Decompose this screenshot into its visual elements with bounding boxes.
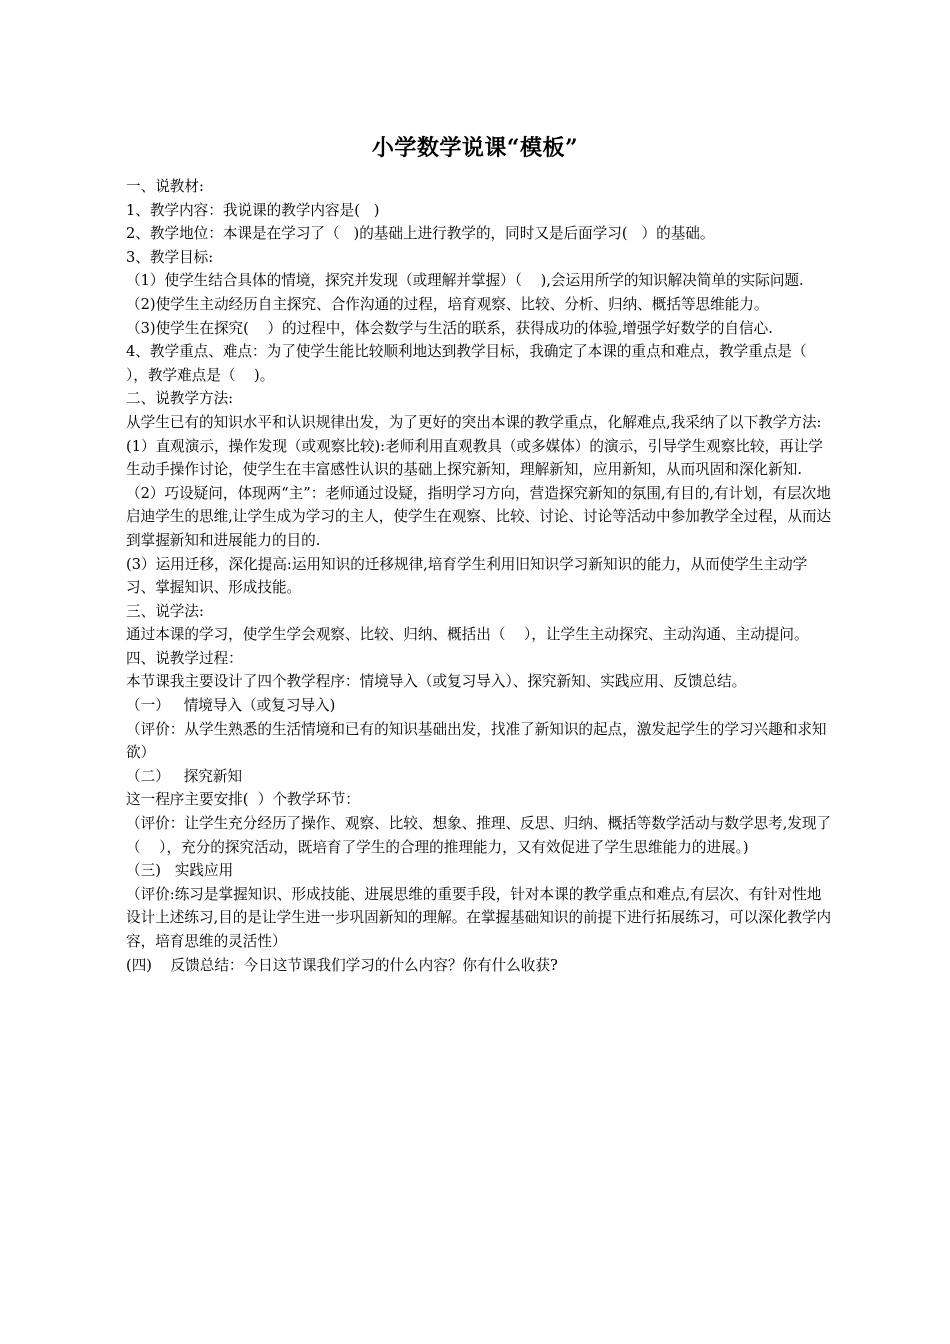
document-title: 小学数学说课“模板” xyxy=(371,135,579,161)
section-heading: 三、说学法: xyxy=(126,602,204,620)
paragraph: 1、教学内容：我说课的教学内容是( ) xyxy=(126,201,380,219)
subsection-heading: (四) 反馈总结：今日这节课我们学习的什么内容？你有什么收获? xyxy=(126,956,558,974)
paragraph: 2、教学地位：本课是在学习了（ )的基础上进行教学的，同时又是后面学习( ）的基础。 xyxy=(126,225,715,243)
paragraph: 从学生已有的知识水平和认识规律出发，为了更好的突出本课的教学重点，化解难点,我采纳了以下教学方法: xyxy=(126,413,822,431)
paragraph: 3、教学目标: xyxy=(126,248,214,266)
paragraph: （2）巧设疑问，体现两“主”：老师通过设疑，指明学习方向，营造探究新知的氛围,有目的,有计划，有层次地启迪学生的思维,让学生成为学习的主人，使学生在观察、比较、讨论、讨论等活动中参加教学全过程，从而达到掌握新知和进展能力的目的. xyxy=(126,484,832,549)
section-heading: 一、说教材: xyxy=(126,178,204,195)
paragraph: （3)使学生在探究( ）的过程中，体会数学与生活的联系，获得成功的体验,增强学好数学的自信心. xyxy=(126,319,773,337)
paragraph: （评价：从学生熟悉的生活情境和已有的知识基础出发，找准了新知识的起点，激发起学生的学习兴趣和求知欲） xyxy=(126,720,827,762)
section-heading: 二、说教学方法: xyxy=(126,390,234,408)
subsection-heading: （二） 探究新知 xyxy=(126,767,243,785)
subsection-heading: （一） 情境导入（或复习导入) xyxy=(126,697,336,715)
document-body xyxy=(126,175,834,977)
paragraph: 这一程序主要安排( ）个教学环节： xyxy=(126,791,360,809)
paragraph: （1）使学生结合具体的情境，探究并发现（或理解并掌握）（ ),会运用所学的知识解决简单的实际问题. xyxy=(126,272,804,290)
section-heading: 四、说教学过程： xyxy=(126,649,243,667)
paragraph: （评价：让学生充分经历了操作、观察、比较、想象、推理、反思、归纳、概括等数学活动与数学思考,发现了（ ），充分的探究活动，既培育了学生的合理的推理能力，又有效促进了学生思维能力的进展。) xyxy=(126,815,832,856)
paragraph: 4、教学重点、难点：为了使学生能比较顺利地达到教学目标，我确定了本课的重点和难点，教学重点是（ ），教学难点是（ )。 xyxy=(126,343,826,384)
paragraph: (3）运用迁移，深化提高:运用知识的迁移规律,培育学生利用旧知识学习新知识的能力，从而使学生主动学习、掌握知识、形成技能。 xyxy=(126,555,808,597)
paragraph: 通过本课的学习，使学生学会观察、比较、归纳、概括出（ ），让学生主动探究、主动沟通、主动提问。 xyxy=(126,626,809,644)
paragraph: （2)使学生主动经历自主探究、合作沟通的过程，培育观察、比较、分析、归纳、概括等思维能力。 xyxy=(126,295,769,313)
paragraph: （评价:练习是掌握知识、形成技能、进展思维的重要手段，针对本课的教学重点和难点,有层次、有针对性地设计上述练习,目的是让学生进一步巩固新知的理解。在掌握基础知识的前提下进行拓展练习，可以深化教学内容，培育思维的灵活性） xyxy=(126,885,832,950)
paragraph: (1）直观演示，操作发现（或观察比较):老师利用直观教具（或多媒体）的演示，引导学生观察比较，再让学生动手操作讨论，使学生在丰富感性认识的基础上探究新知，理解新知，应用新知，从而巩固和深化新知. xyxy=(126,437,823,479)
subsection-heading: （三) 实践应用 xyxy=(126,862,234,880)
paragraph: 本节课我主要设计了四个教学程序：情境导入（或复习导入）、探究新知、实践应用、反馈总结。 xyxy=(126,673,747,691)
